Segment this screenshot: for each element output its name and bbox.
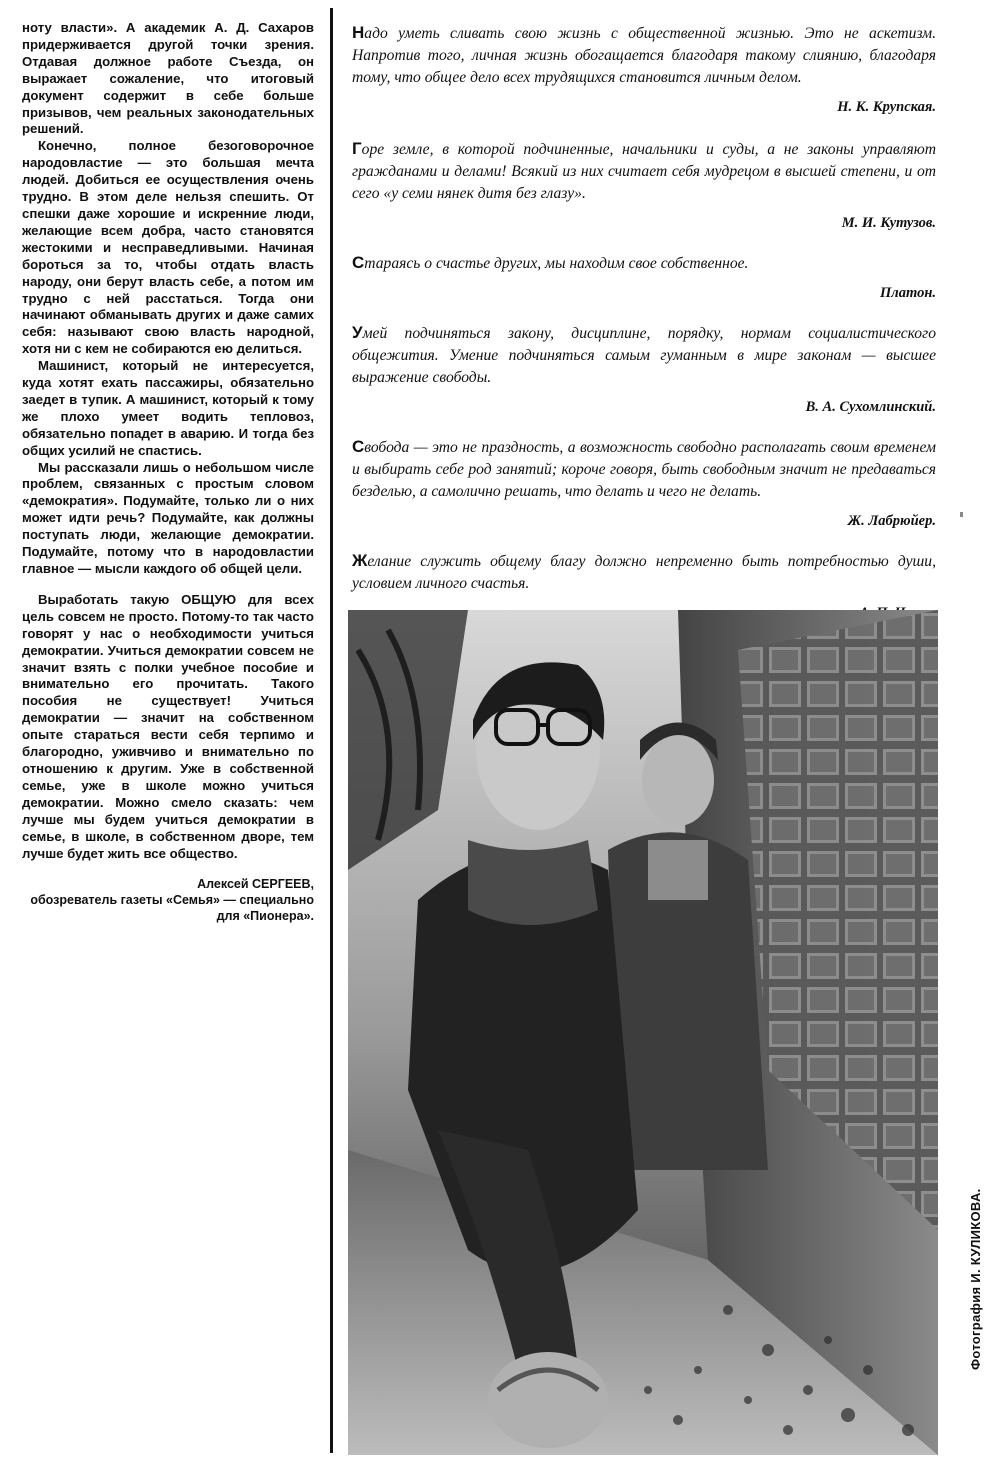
- quote-text: оре земле, в которой подчиненные, начальники и суды, а не законы управляют гражданами и делами! Всякий из них считает себя мудрецом в высшей степени, и от сего «у семи нянек дитя без глазу».: [352, 141, 936, 202]
- article-paragraph: ноту власти». А академик А. Д. Сахаров придерживается другой точки зрения. Отдавая должное работе Съезда, он выражает сожаление, что итоговый документ содержит в себе больше призывов, чем реальных законодательных решений.: [22, 20, 314, 137]
- article-paragraph: Конечно, полное безоговорочное народовластие — это большая мечта людей. Добиться ее осуществления очень трудно. В этом деле нельзя спешить. От спешки даже хорошие и искренние люди, желающие всем добра, часто становятся жестокими и несправедливыми. Начиная бороться за то, чтобы отдать власть народу, они берут власть себе, а потом им трудно с ней расстаться. Тогда они начинают обманывать других и даже самих себя: называют свою власть народной, хотя ни с кем не собираются ею делиться.: [22, 138, 314, 357]
- quote-author: В. А. Сухомлинский.: [805, 399, 936, 415]
- quote-author: Платон.: [880, 285, 936, 301]
- author-role: обозреватель газеты «Семья» — специально для «Пионера».: [30, 893, 314, 924]
- article-column: [22, 20, 314, 924]
- quote-initial: У: [352, 323, 363, 342]
- quote-text: вобода — это не праздность, а возможность свободно располагать своим временем и выбирать себе род занятий; короче говоря, быть свободным значит не предаваться безделью, а самолично решать, что делать и чего не делать.: [352, 439, 936, 500]
- quote-initial: С: [352, 253, 365, 272]
- quote-sukhomlinsky: [352, 322, 936, 418]
- quote-platon: [352, 252, 936, 304]
- quote-krupskaya: [352, 22, 936, 118]
- author-name: Алексей СЕРГЕЕВ,: [197, 877, 314, 892]
- article-paragraph: Выработать такую ОБЩУЮ для всех цель совсем не просто. Потому-то так часто говорят у нас о необходимости учиться демократии. Учиться демократии совсем не значит взять с полки учебное пособие и внимательно его прочитать. Такого пособия не существует! Учиться демократии — значит на собственном опыте стараться вести себя терпимо и благородно, уживчиво и внимательно по отношению к другим. Уже в собственной семье, уже в школе можно учиться демократии. Можно смело сказать: чем лучше мы будем учиться демократии в семье, в школе, в собственном дворе, тем лучше будет жить все общество.: [22, 591, 314, 861]
- quote-author: М. И. Кутузов.: [841, 215, 936, 231]
- photo-credit-text: Фотография И. КУЛИКОВА.: [968, 1188, 983, 1370]
- quote-text: елание служить общему благу должно непременно быть потребностью души, условием личного счастья.: [352, 553, 936, 592]
- photo-two-boys: [348, 610, 938, 1455]
- quote-initial: Н: [352, 23, 365, 42]
- quote-initial: Г: [352, 139, 362, 158]
- quotes-column: [352, 22, 936, 624]
- article-signature: [22, 876, 314, 924]
- quote-initial: Ж: [352, 551, 368, 570]
- quote-text: адо уметь сливать свою жизнь с общественной жизнью. Это не аскетизм. Напротив того, личная жизнь обогащается благодаря такому слиянию, благодаря тому, что общее дело всех трудящихся становится личным делом.: [352, 25, 936, 86]
- column-divider: [330, 8, 333, 1453]
- article-paragraph: Машинист, который не интересуется, куда хотят ехать пассажиры, обязательно заедет в тупик. А машинист, который к тому же плохо умеет водить тепловоз, обязательно попадет в аварию. И тогда без общих усилий не спастись.: [22, 358, 314, 458]
- quote-author: Ж. Лабрюйер.: [847, 513, 936, 529]
- quote-kutuzov: [352, 138, 936, 234]
- article-paragraph: Мы рассказали лишь о небольшом числе проблем, связанных с простым словом «демократия». Подумайте, только ли о них может идти речь? Подумайте, как должны поступать люди, желающие демократии. Подумайте, потому что в народовластии главное — мысли каждого об общей цели.: [22, 459, 314, 576]
- quote-text: тараясь о счастье других, мы находим свое собственное.: [364, 255, 749, 272]
- quote-text: мей подчиняться закону, дисциплине, порядку, нормам социалистического общежития. Умение подчиняться самым гуманным в мире законам — высшее выражение свободы.: [352, 325, 936, 386]
- quote-author: Н. К. Крупская.: [837, 99, 936, 115]
- quote-initial: С: [352, 437, 365, 456]
- quote-labruyere: [352, 436, 936, 532]
- print-speck: [960, 512, 963, 517]
- photo-credit: [950, 1150, 983, 1370]
